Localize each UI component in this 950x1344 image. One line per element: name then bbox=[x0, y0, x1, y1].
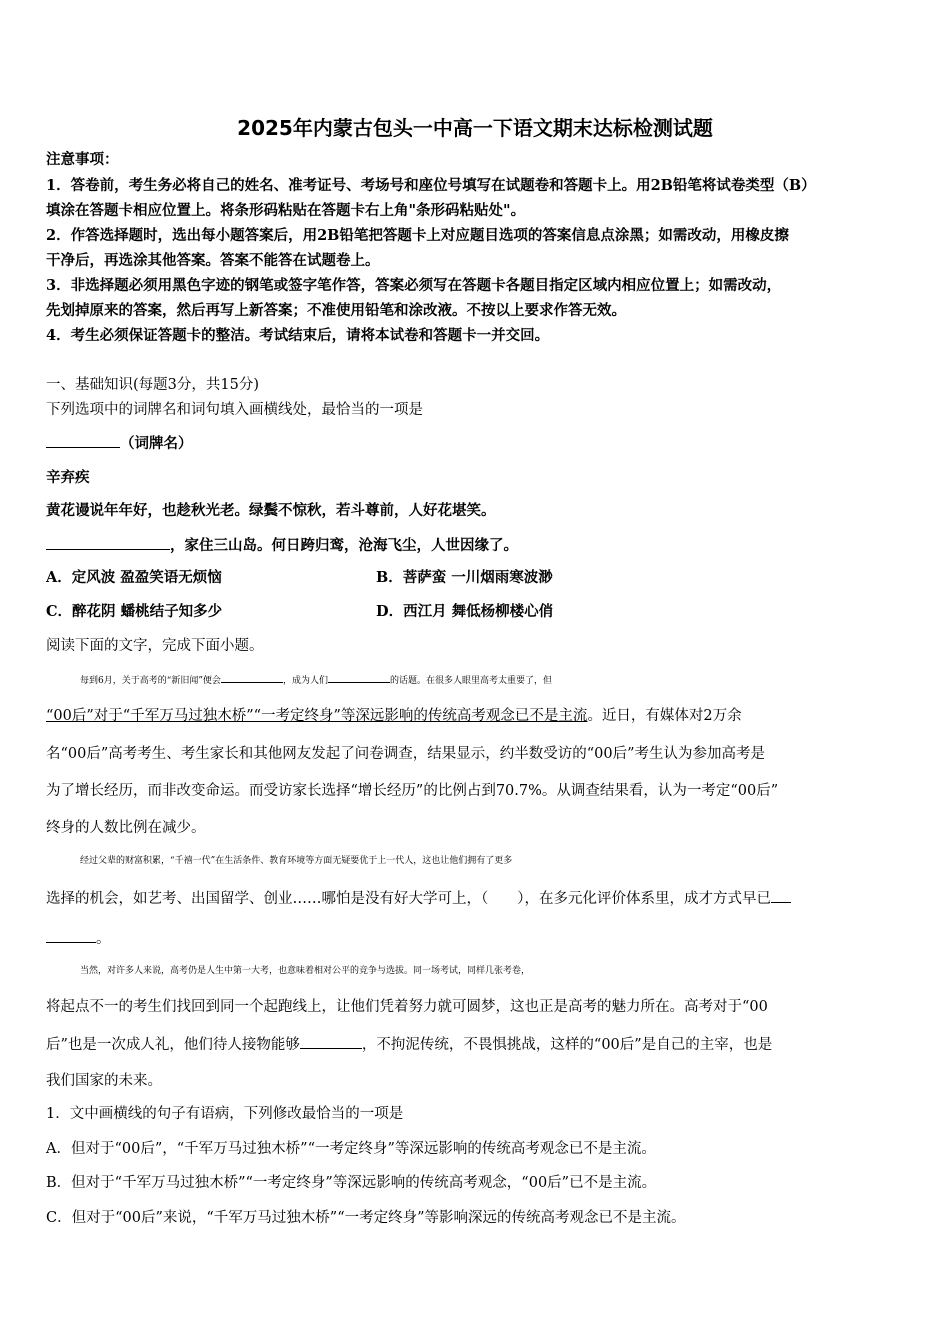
p3-seg-c: 后”也是一次成人礼，他们待人接物能够 bbox=[46, 1037, 300, 1053]
p1-seg-a: 每到6月，关于高考的“新旧闻”便会 bbox=[80, 676, 221, 686]
cipai-label: （词牌名） bbox=[120, 435, 193, 452]
option-c: C．醉花阴 蟠桃结子知多少 bbox=[46, 603, 223, 620]
q1-option-a: A．但对于“00后”，“千军万马过独木桥”“一考定终身”等深远影响的传统高考观念已不是主流。 bbox=[46, 1141, 656, 1157]
notice-line-5: 3．非选择题必须用黑色字迹的钢笔或签字笔作答，答案必须写在答题卡各题目指定区域内相应位置上；如需改动， bbox=[46, 277, 782, 294]
notice-line-3: 2．作答选择题时，选出每小题答案后，用2B铅笔把答题卡上对应题目选项的答案信息点涂黑；如需改动，用橡皮擦 bbox=[46, 227, 789, 244]
notice-line-7: 4．考生必须保证答题卡的整洁。考试结束后，请将本试卷和答题卡一并交回。 bbox=[46, 327, 550, 344]
notice-line-6: 先划掉原来的答案，然后再写上新答案；不准使用铅笔和涂改液。不按以上要求作答无效。 bbox=[46, 302, 626, 319]
notice-line-4: 干净后，再选涂其他答案。答案不能答在试题卷上。 bbox=[46, 252, 380, 269]
blank-1 bbox=[221, 668, 283, 683]
para3-line2: 将起点不一的考生们找回到同一个起跑线上，让他们凭着努力就可圆梦，这也正是高考的魅力所在。高考对于“00 bbox=[46, 999, 768, 1015]
para1-line5: 终身的人数比例在减少。 bbox=[46, 820, 206, 836]
para1-line3: 名“00后”高考考生、考生家长和其他网友发起了问卷调查，结果显示，约半数受访的“00后”考生认为参加高考是 bbox=[46, 746, 766, 762]
page-title: 2025年内蒙古包头一中高一下语文期末达标检测试题 bbox=[237, 116, 713, 140]
blank-3a bbox=[771, 888, 791, 903]
option-row-cd bbox=[46, 602, 908, 622]
para2-line3 bbox=[46, 928, 908, 949]
p1-seg-c: 的话题。在很多人眼里高考太重要了， bbox=[389, 676, 543, 686]
q1-option-b: B．但对于“千军万马过独木桥”“一考定终身”等深远影响的传统高考观念，“00后”已不是主流。 bbox=[46, 1175, 657, 1191]
poem-line-2 bbox=[46, 535, 908, 556]
p1-seg-d: 但 bbox=[542, 676, 552, 686]
cipai-blank bbox=[46, 433, 120, 448]
p1-seg-b: ，成为人们 bbox=[282, 676, 328, 686]
reading-intro: 阅读下面的文字，完成下面小题。 bbox=[46, 638, 264, 654]
notice-line-1: 1．答卷前，考生务必将自己的姓名、准考证号、考场号和座位号填写在试题卷和答题卡上。用2B铅笔将试卷类型（B） bbox=[46, 177, 816, 194]
blank-4 bbox=[300, 1034, 362, 1049]
para1-line1 bbox=[46, 668, 942, 691]
question-stem: 下列选项中的词牌名和词句填入画横线处，最恰当的一项是 bbox=[46, 402, 423, 418]
poem-blank bbox=[46, 535, 170, 550]
para2-line1: 经过父辈的财富积累，“千禧一代”在生活条件、教育环境等方面无疑要优于上一代人，这也让他们拥有了更多 bbox=[80, 856, 513, 866]
para3-line1: 当然，对许多人来说，高考仍是人生中第一大考，也意味着相对公平的竞争与选拔。同一场考试，同样几张考卷， bbox=[80, 966, 531, 976]
section-heading: 一、基础知识(每题3分，共15分) bbox=[46, 377, 259, 393]
p2-seg-b: 选择的机会，如艺考、出国留学、创业……哪怕是没有好大学可上，（ ），在多元化评价体系里，成才方式早已 bbox=[46, 891, 771, 907]
poem-author: 辛弃疾 bbox=[46, 469, 90, 486]
p2-seg-c: 。 bbox=[96, 931, 111, 947]
para3-line3 bbox=[46, 1034, 908, 1055]
p3-seg-d: ，不拘泥传统，不畏惧挑战，这样的“00后”是自己的主宰，也是 bbox=[361, 1037, 773, 1053]
underlined-sentence: “00后”对于“千军万马过独木桥”“一考定终身”等深远影响的传统高考观念已不是主流 bbox=[46, 708, 588, 724]
option-a: A．定风波 盈盈笑语无烦恼 bbox=[46, 569, 222, 586]
option-d: D．西江月 舞低杨柳楼心俏 bbox=[376, 603, 554, 620]
option-row-ab bbox=[46, 568, 908, 588]
para1-line2 bbox=[46, 706, 908, 726]
cipai-line bbox=[46, 433, 908, 454]
notice-line-2: 填涂在答题卡相应位置上。将条形码粘贴在答题卡右上角"条形码粘贴处"。 bbox=[46, 202, 526, 219]
option-b: B．菩萨蛮 一川烟雨寒波渺 bbox=[376, 569, 553, 586]
para2-line2 bbox=[46, 888, 908, 909]
para1-line4: 为了增长经历，而非改变命运。而受访家长选择“增长经历”的比例占到70.7%。从调查结果看，认为一考定“00后” bbox=[46, 783, 779, 799]
q1-stem: 1．文中画横线的句子有语病，下列修改最恰当的一项是 bbox=[46, 1106, 404, 1122]
blank-3b bbox=[46, 928, 96, 943]
poem-line-2-text: ，家住三山岛。何日跨归鸾，沧海飞尘，人世因缘了。 bbox=[170, 537, 518, 554]
q1-option-c: C．但对于“00后”来说，“千军万马过独木桥”“一考定终身”等影响深远的传统高考观念已不是主流。 bbox=[46, 1210, 686, 1226]
notice-heading: 注意事项： bbox=[46, 151, 119, 168]
blank-2 bbox=[328, 668, 390, 683]
para3-line4: 我们国家的未来。 bbox=[46, 1073, 162, 1089]
poem-line-1: 黄花谩说年年好，也趁秋光老。绿鬓不惊秋，若斗尊前，人好花堪笑。 bbox=[46, 502, 496, 519]
p1-seg-e: 。近日，有媒体对2万余 bbox=[587, 708, 742, 724]
